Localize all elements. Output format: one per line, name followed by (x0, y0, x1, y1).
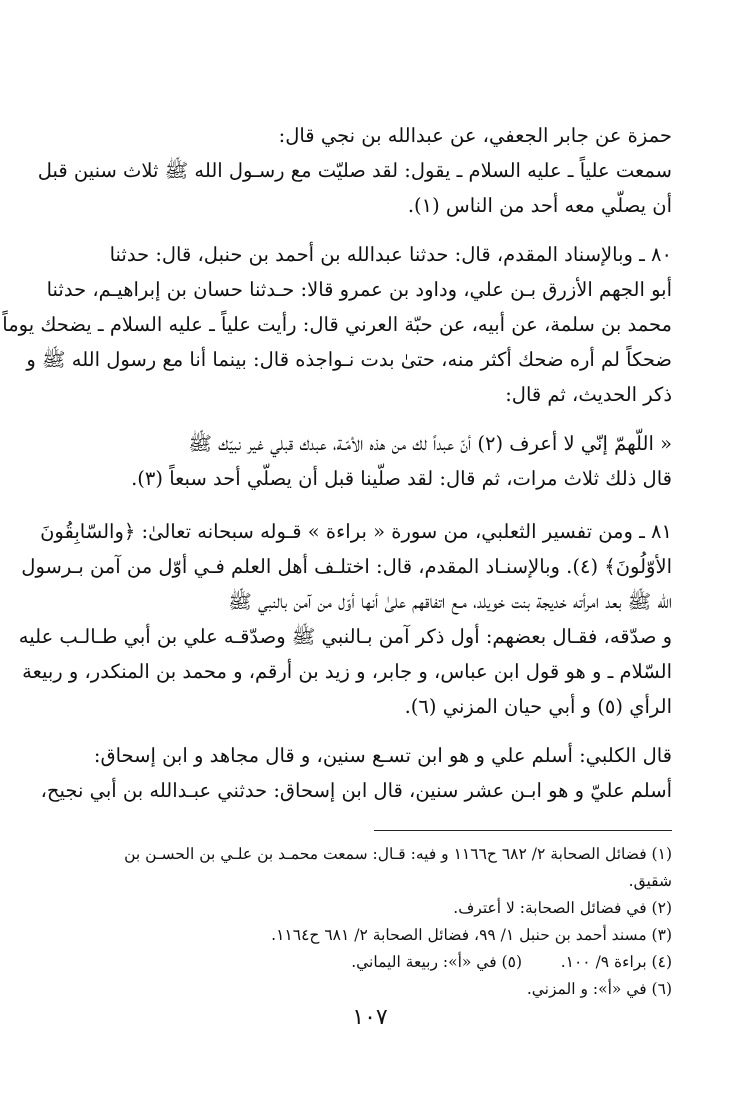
text-line: « اللّهمّ إنّي لا أعرف (٢) أنّ عبداً لك من هذه الأمّـة، عبدك قبلي غير نبيّك ﷺ (188, 432, 672, 455)
text-line: ضحكاً لم أره ضحك أكثر منه، حتىٰ بدت نـواجذه قال: بينما أنا مع رسول الله ﷺ و (26, 348, 672, 371)
text-line: حمزة عن جابر الجعفي، عن عبدالله بن نجي قال: (278, 124, 672, 147)
paragraph-intro (37, 118, 672, 223)
text-line: الأوّلُونَ﴾ (٤). وبالإسنـاد المقدم، قال: اختلـف أهل العلم فـي أوّل من آمن بـرسول (21, 555, 672, 578)
text-line: أسلم عليّ و هو ابـن عشر سنين، قال ابن إسحاق: حدثني عبـدالله بن أبي نجيح، (40, 779, 672, 802)
text-line: قال ذلك ثلاث مرات، ثم قال: لقد صلّينا قبل أن يصلّي أحد سبعاً (٣). (131, 467, 672, 490)
text-line: ٨١ ـ ومن تفسير الثعلبي، من سورة « براءة » قـوله سبحانه تعالىٰ: ﴿والسّابِقُونَ (40, 520, 672, 543)
footnote-separator (374, 830, 672, 831)
paragraph-81 (18, 514, 672, 724)
paragraph-kalbi (40, 738, 672, 808)
text-line: أبو الجهم الأزرق بـن علي، وداود بن عمرو قالا: حـدثنا حسان بن إبراهيـم، حدثنا (46, 278, 672, 301)
footnote-2: (٢) في فضائل الصحابة: لا أعترف. (453, 899, 672, 917)
text-line: ٨٠ ـ وبالإسناد المقدم، قال: حدثنا عبدالله بن أحمد بن حنبل، قال: حدثنا (109, 243, 672, 266)
footnote-4-5 (70, 949, 672, 976)
paragraph-quote (70, 426, 672, 496)
paragraph-80 (2, 237, 672, 412)
text-line: سمعت علياً ـ عليه السلام ـ يقول: لقد صليّت مع رسـول الله ﷺ ثلاث سنين قبل (37, 159, 672, 182)
text-line: الله ﷺ بعد امرأته خديجة بنت خويلد، مـع اتفاقهم علىٰ أنها أوّل من آمن بالنبي ﷺ (228, 590, 672, 613)
footnote-5: (٥) في «أ»: ربيعة اليماني. (351, 953, 522, 971)
footnote-1-continued: شقيق. (628, 872, 672, 890)
text-line: الرأي (٥) و أبي حيان المزني (٦). (404, 695, 672, 718)
footnote-4: (٤) براءة ٩/ ١٠٠. (560, 953, 672, 971)
footnote-1: (١) فضائل الصحابة ٢/ ٦٨٢ ح١١٦٦ و فيه: قـال: سمعت محمـد بن علـي بن الحسـن بن (124, 845, 672, 863)
text-line: ذكر الحديث، ثم قال: (505, 383, 672, 406)
text-line: و صدّقه، فقـال بعضهم: أول ذكر آمن بـالنبي ﷺ وصدّقـه علي بن أبي طـالـب عليه (18, 625, 672, 648)
page-number: ١٠٧ (352, 1005, 388, 1030)
text-line: محمد بن سلمة، عن أبيه، عن حبّة العرني قال: رأيت علياً ـ عليه السلام ـ يضحك يوماً (2, 313, 672, 336)
text-line: أن يصلّي معه أحد من الناس (١). (407, 194, 672, 217)
footnote-6: (٦) في «أ»: و المزني. (526, 980, 672, 998)
text-line: السّلام ـ و هو قول ابن عباس، و جابر، و زيد بن أرقم، و محمد بن المنكدر، و ربيعة (22, 660, 672, 683)
footnotes (70, 841, 672, 1003)
footnote-3: (٣) مسند أحمد بن حنبل ١/ ٩٩، فضائل الصحابة ٢/ ٦٨١ ح١١٦٤. (271, 926, 672, 944)
text-line: قال الكلبي: أسلم علي و هو ابن تسـع سنين، و قال مجاهد و ابن إسحاق: (93, 744, 672, 767)
